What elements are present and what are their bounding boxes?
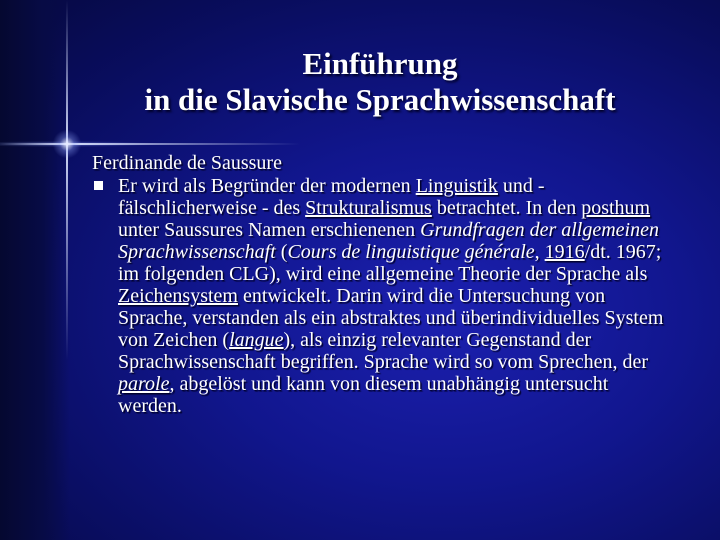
text-run: entwickelt. Darin wird die Untersuchung von Sprache, verstanden als ein abstraktes und überindividuelles System von Zeichen ( [118,285,664,351]
decorative-left-band [0,0,70,540]
link-linguistik[interactable]: Linguistik [415,175,498,197]
sparkle-line-horizontal [0,143,300,145]
square-bullet-icon [94,181,103,190]
text-run: unter Saussures Namen erschienenen [118,219,421,241]
book-title: Grundfragen der allgemeinen Sprachwissenschaft [118,219,659,263]
text-run: ( [275,241,288,263]
text-run: /dt. 1967; im folgenden CLG), wird eine allgemeine Theorie der Sprache als [118,241,662,285]
link-parole[interactable]: parole [118,373,170,395]
bullet-item [92,175,672,417]
link-1916[interactable]: 1916 [544,241,585,263]
text-run: , [534,241,545,263]
sparkle-star-icon [52,130,82,158]
text-run: Er wird als Begründer der modernen [118,175,416,197]
slide-title [80,46,680,118]
text-run: ), als einzig relevanter Gegenstand der Sprachwissenschaft begriffen. Sprache wird so vom Sprechen, der [118,329,649,373]
sparkle-line-vertical [66,0,68,360]
link-zeichensystem[interactable]: Zeichensystem [118,285,238,307]
text-run: betrachtet. In den [431,197,582,219]
link-posthum[interactable]: posthum [581,197,651,219]
slide-body [92,152,672,417]
paragraph-text [118,175,663,417]
text-run: , abgelöst und kann von diesem unabhängig untersucht werden. [118,373,609,417]
link-strukturalismus[interactable]: Strukturalismus [305,197,432,219]
link-langue[interactable]: langue [229,329,284,351]
title-line-1: Einführung [302,46,458,81]
book-title-french: Cours de linguistique générale [287,241,535,263]
title-line-2: in die Slavische Sprachwissenschaft [144,82,616,117]
section-heading: Ferdinande de Saussure [92,152,282,174]
text-run: und - fälschlicherweise - des [118,175,545,219]
